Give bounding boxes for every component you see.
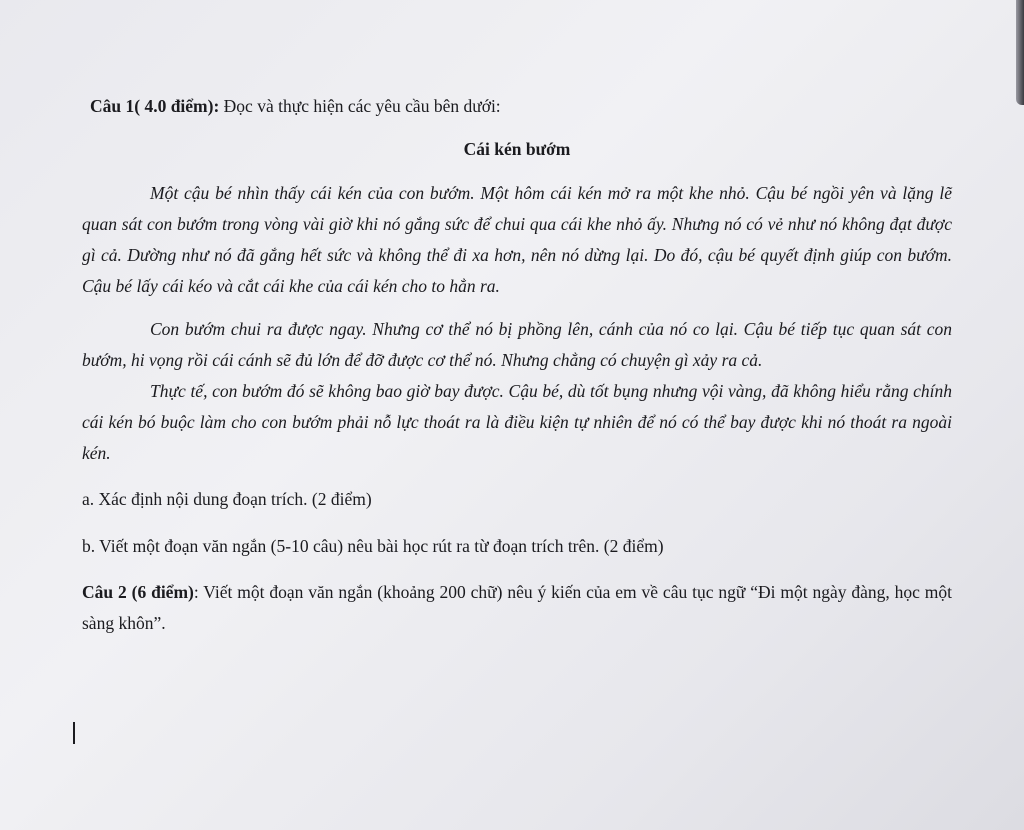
question-1-label: Câu 1( 4.0 điểm):: [90, 96, 220, 116]
story-paragraph-1: Một cậu bé nhìn thấy cái kén của con bướm. Một hôm cái kén mở ra một khe nhỏ. Cậu bé ngồi yên và lặng lẽ quan sát con bướm trong vòng vài giờ khi nó gắng sức để chui qua cái khe nhỏ ấy. Nhưng nó có vẻ như nó không đạt được gì cả. Dường như nó đã gắng hết sức và không thể đi xa hơn, nên nó dừng lại. Do đó, cậu bé quyết định giúp con bướm. Cậu bé lấy cái kéo và cắt cái khe của cái kén cho to hẳn ra.: [82, 183, 952, 296]
task-b: b. Viết một đoạn văn ngắn (5-10 câu) nêu bài học rút ra từ đoạn trích trên. (2 điểm): [82, 536, 664, 556]
question-1-instruction: Đọc và thực hiện các yêu cầu bên dưới:: [223, 96, 501, 116]
page-edge-shadow: [1016, 0, 1024, 105]
text-cursor: [73, 722, 75, 744]
story-paragraph-3: Thực tế, con bướm đó sẽ không bao giờ bay được. Cậu bé, dù tốt bụng nhưng vội vàng, đã không hiểu rằng chính cái kén bó buộc làm cho con bướm phải nỗ lực thoát ra là điều kiện tự nhiên để nó có thể bay được khi nó thoát ra ngoài kén.: [82, 381, 952, 463]
question-1-header: [90, 96, 952, 117]
story-paragraph-2: Con bướm chui ra được ngay. Nhưng cơ thể nó bị phồng lên, cánh của nó co lại. Cậu bé tiếp tục quan sát con bướm, hi vọng rồi cái cánh sẽ đủ lớn để đỡ được cơ thể nó. Nhưng chẳng có chuyện gì xảy ra cả.: [82, 319, 952, 370]
question-2-label: Câu 2 (6 điểm): [82, 582, 194, 602]
story-title: Cái kén bướm: [463, 139, 571, 159]
question-2: [82, 577, 952, 639]
task-a: a. Xác định nội dung đoạn trích. (2 điểm): [82, 489, 372, 509]
exam-document: [82, 96, 952, 639]
question-2-text: : Viết một đoạn văn ngắn (khoảng 200 chữ) nêu ý kiến của em về câu tục ngữ “Đi một ngày đàng, học một sàng khôn”.: [82, 582, 952, 633]
